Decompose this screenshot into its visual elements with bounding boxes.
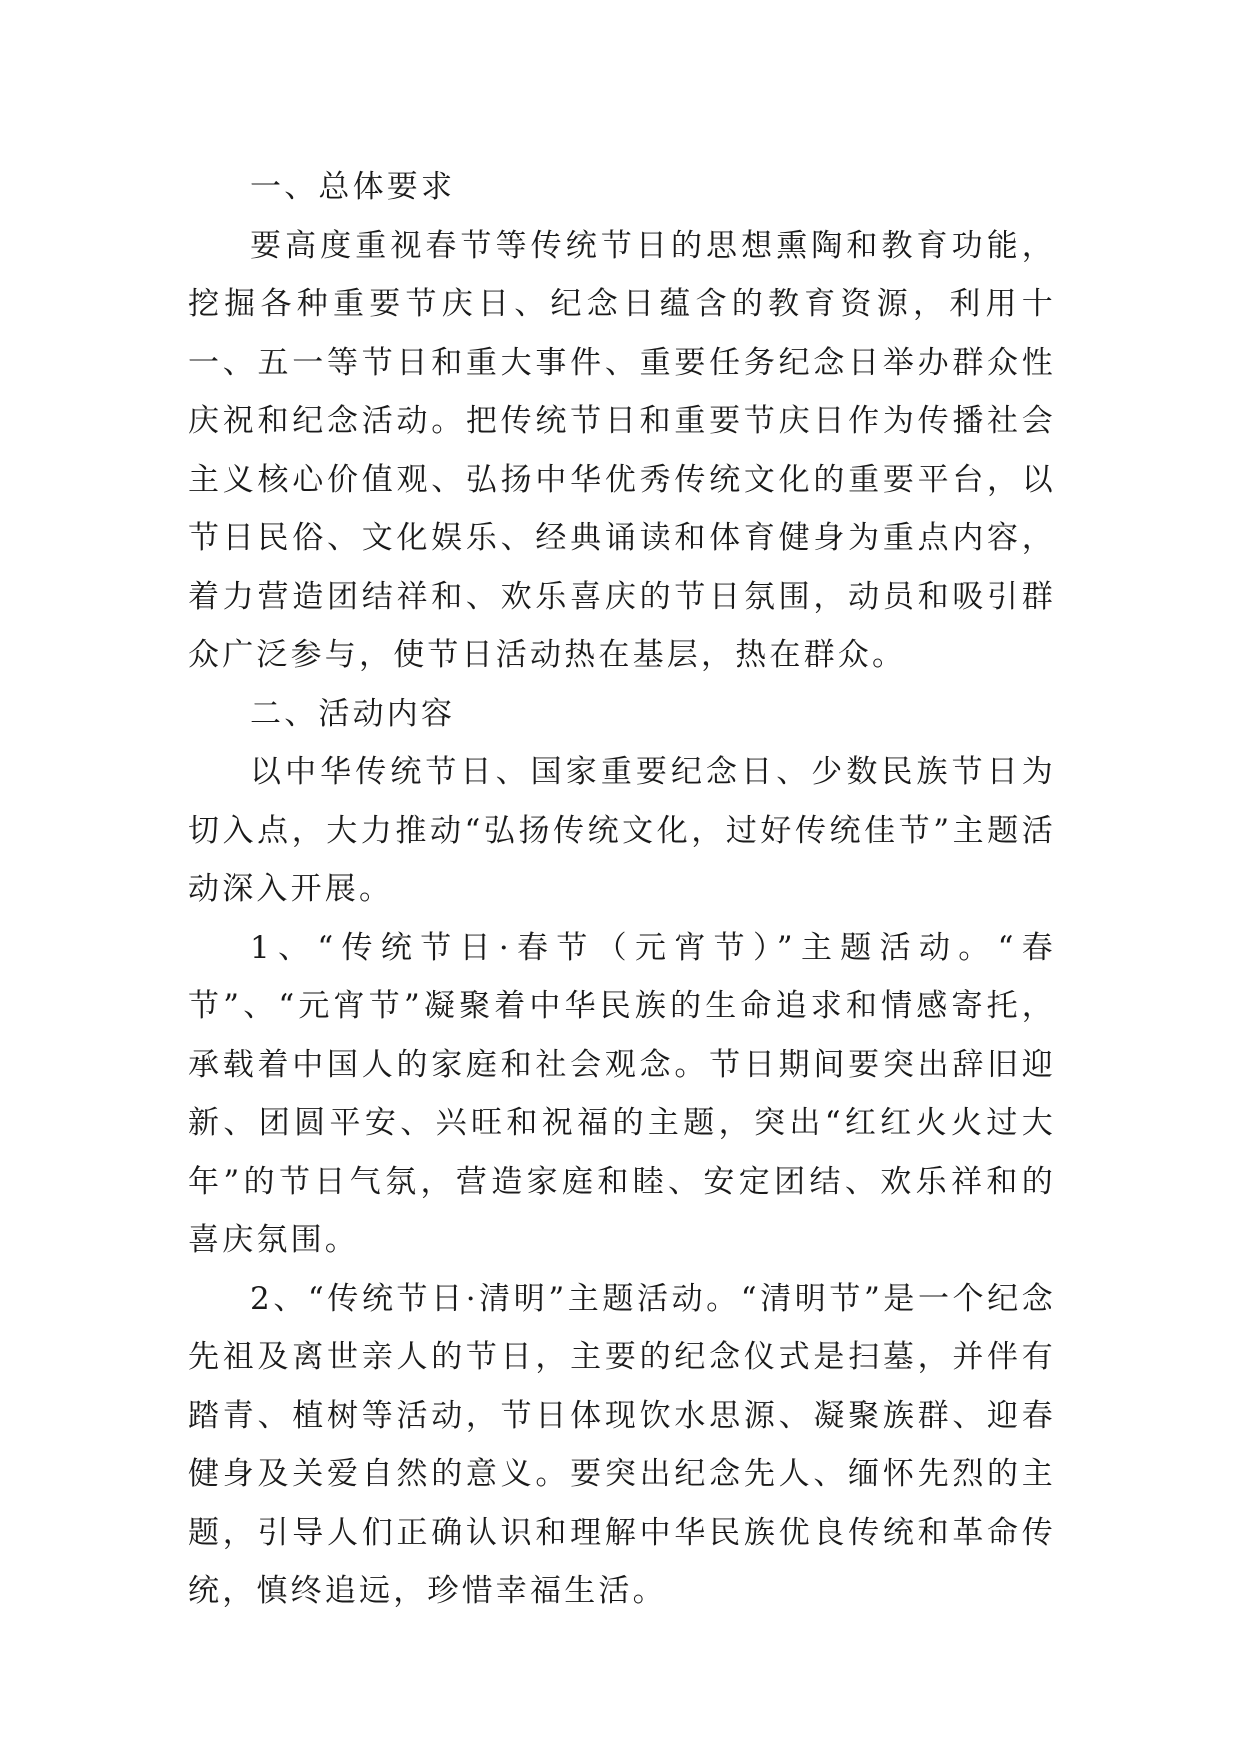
document-body — [188, 158, 1056, 1621]
paragraph-activity-intro: 以中华传统节日、国家重要纪念日、少数民族节日为切入点，大力推动“弘扬传统文化，过好传统佳节”主题活动深入开展。 — [188, 754, 1056, 907]
section-heading-activity-content: 二、活动内容 — [250, 695, 456, 732]
paragraph-item-qingming: 2、“传统节日·清明”主题活动。“清明节”是一个纪念先祖及离世亲人的节日，主要的纪念仪式是扫墓，并伴有踏青、植树等活动，节日体现饮水思源、凝聚族群、迎春健身及关爱自然的意义。要突出纪念先人、缅怀先烈的主题，引导人们正确认识和理解中华民族优良传统和革命传统，慎终追远，珍惜幸福生活。 — [188, 1280, 1056, 1609]
paragraph-item-spring-festival: 1、“传统节日·春节（元宵节）”主题活动。“春节”、“元宵节”凝聚着中华民族的生命追求和情感寄托，承载着中国人的家庭和社会观念。节日期间要突出辞旧迎新、团圆平安、兴旺和祝福的主题，突出“红红火火过大年”的节日气氛，营造家庭和睦、安定团结、欢乐祥和的喜庆氛围。 — [188, 929, 1056, 1258]
section-heading-general-requirements: 一、总体要求 — [250, 169, 456, 205]
paragraph-general-requirements: 要高度重视春节等传统节日的思想熏陶和教育功能，挖掘各种重要节庆日、纪念日蕴含的教育资源，利用十一、五一等节日和重大事件、重要任务纪念日举办群众性庆祝和纪念活动。把传统节日和重要节庆日作为传播社会主义核心价值观、弘扬中华优秀传统文化的重要平台，以节日民俗、文化娱乐、经典诵读和体育健身为重点内容，着力营造团结祥和、欢乐喜庆的节日氛围，动员和吸引群众广泛参与，使节日活动热在基层，热在群众。 — [188, 227, 1056, 673]
